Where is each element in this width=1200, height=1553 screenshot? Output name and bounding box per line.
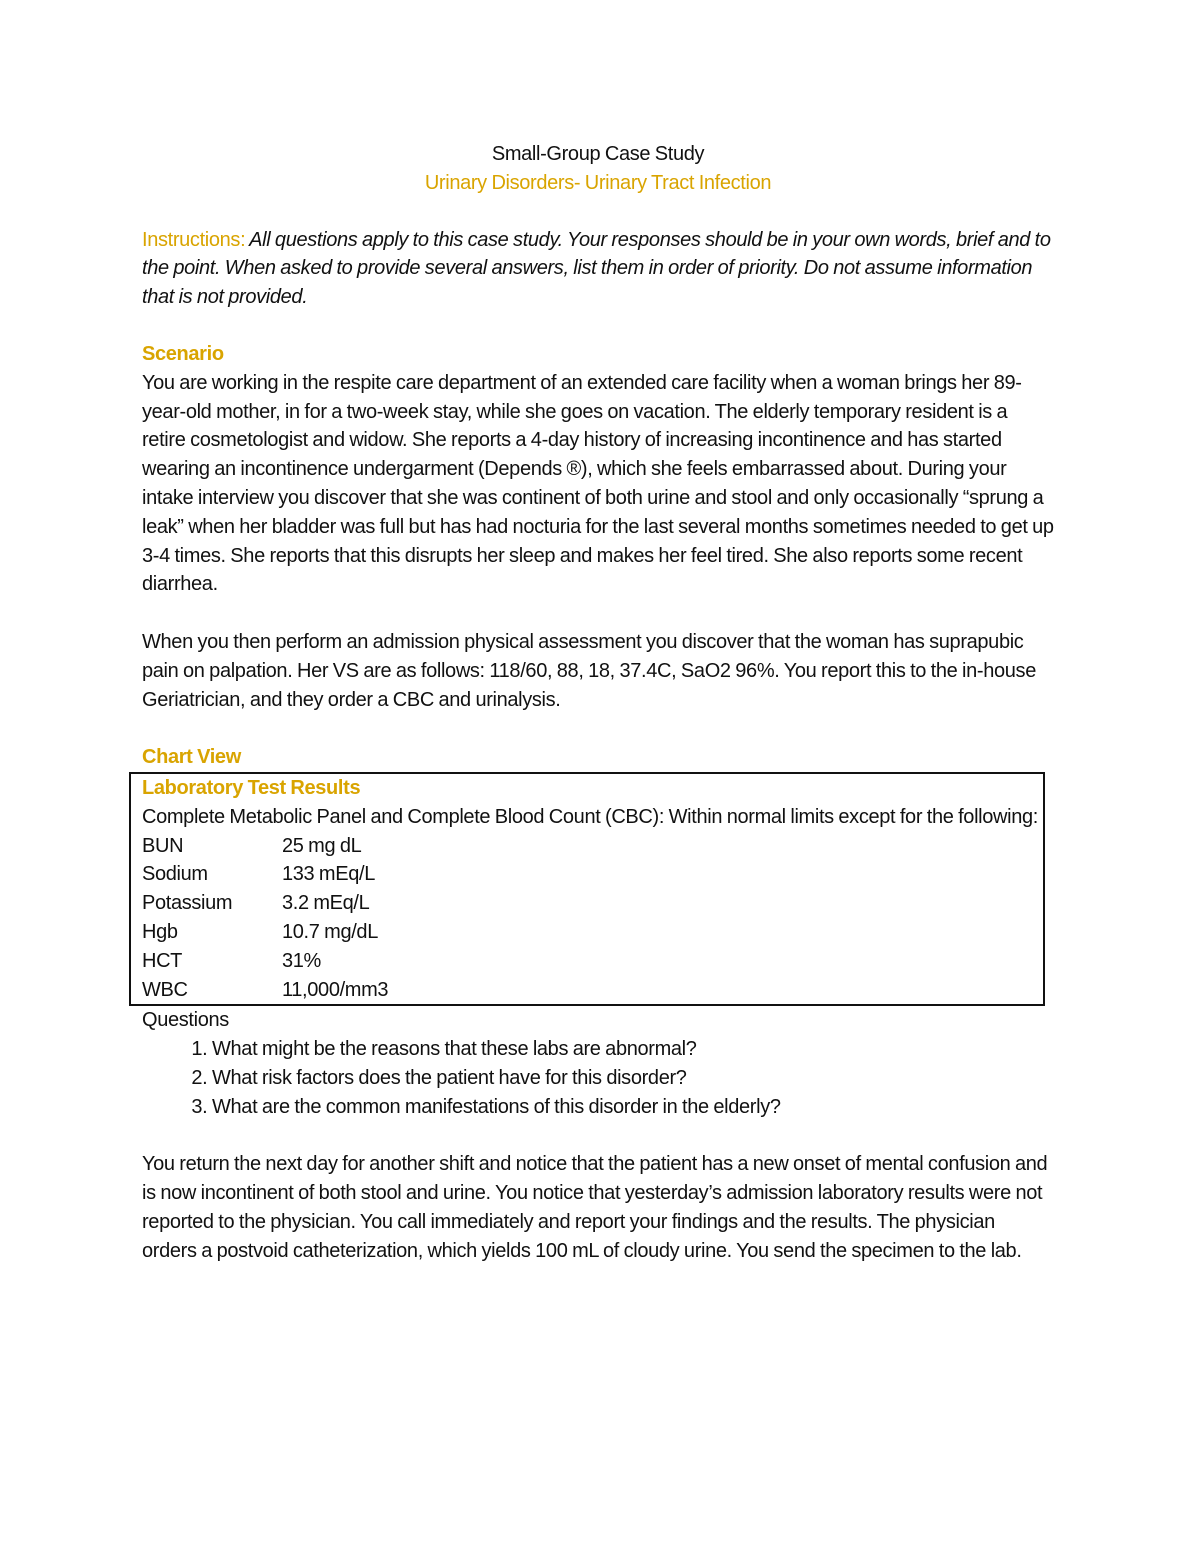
lab-row [142, 976, 1043, 1005]
instructions-label: Instructions: [142, 228, 246, 251]
lab-name: BUN [142, 834, 184, 857]
questions-list [142, 1035, 1054, 1121]
document-subtitle: Urinary Disorders- Urinary Tract Infection [424, 171, 772, 194]
lab-row [142, 832, 1043, 861]
followup-paragraph: You return the next day for another shift and notice that the patient has a new onset of mental confusion and is now incontinent of both stool and urine. You notice that yesterday’s admission laboratory results were not reported to the physician. You call immediately and report your findings and the results. The physician orders a postvoid catheterization, which yields 100 mL of cloudy urine. You send the specimen to the lab. [142, 1153, 1048, 1262]
document-page [142, 140, 1054, 1265]
instructions-text: All questions apply to this case study. Your responses should be in your own words, brief and to the point. When asked to provide several answers, list them in order of priority. Do not assume information that is not provided. [142, 228, 1051, 309]
chart-view-heading: Chart View [142, 746, 241, 769]
lab-row [142, 918, 1043, 947]
lab-value: 11,000/mm3 [282, 978, 389, 1001]
question-item: 3. What are the common manifestations of this disorder in the elderly? [212, 1093, 1054, 1122]
document-title: Small-Group Case Study [491, 143, 705, 165]
lab-value: 133 mEq/L [282, 863, 375, 886]
lab-name: WBC [142, 978, 188, 1001]
lab-results-intro: Complete Metabolic Panel and Complete Blood Count (CBC): Within normal limits except for the following: [142, 805, 1038, 828]
scenario-section [142, 340, 1054, 714]
lab-results-box [129, 772, 1045, 1006]
lab-name: HCT [142, 949, 183, 972]
lab-value: 31% [282, 949, 321, 972]
lab-name: Hgb [142, 920, 178, 943]
lab-results-title: Laboratory Test Results [142, 776, 361, 799]
question-item: 2. What risk factors does the patient have for this disorder? [212, 1064, 1054, 1093]
lab-row [142, 860, 1043, 889]
question-item: 1. What might be the reasons that these labs are abnormal? [212, 1035, 1054, 1064]
scenario-paragraph-2: When you then perform an admission physical assessment you discover that the woman has suprapubic pain on palpation. Her VS are as follows: 118/60, 88, 18, 37.4C, SaO2 96%. You report this to the in-house Geriatrician, and they order a CBC and urinalysis. [142, 630, 1036, 711]
scenario-heading: Scenario [142, 342, 224, 365]
questions-heading: Questions [142, 1009, 229, 1032]
lab-row [142, 947, 1043, 976]
lab-value: 3.2 mEq/L [282, 892, 370, 915]
scenario-paragraph-1: You are working in the respite care department of an extended care facility when a woman brings her 89-year-old mother, in for a two-week stay, while she goes on vacation. The elderly temporary resident is a retire cosmetologist and widow. She reports a 4-day history of increasing incontinence and has started wearing an incontinence undergarment (Depends ®), which she feels embarrassed about. During your intake interview you discover that she was continent of both urine and stool and only occasionally “sprung a leak” when her bladder was full but has had nocturia for the last several months sometimes needed to get up 3-4 times. She reports that this disrupts her sleep and makes her feel tired. She also reports some recent diarrhea. [142, 371, 1054, 596]
lab-value: 10.7 mg/dL [282, 920, 378, 943]
lab-name: Sodium [142, 863, 208, 886]
lab-row [142, 889, 1043, 918]
lab-name: Potassium [142, 892, 233, 915]
instructions-paragraph [142, 226, 1054, 312]
lab-value: 25 mg dL [282, 834, 362, 857]
